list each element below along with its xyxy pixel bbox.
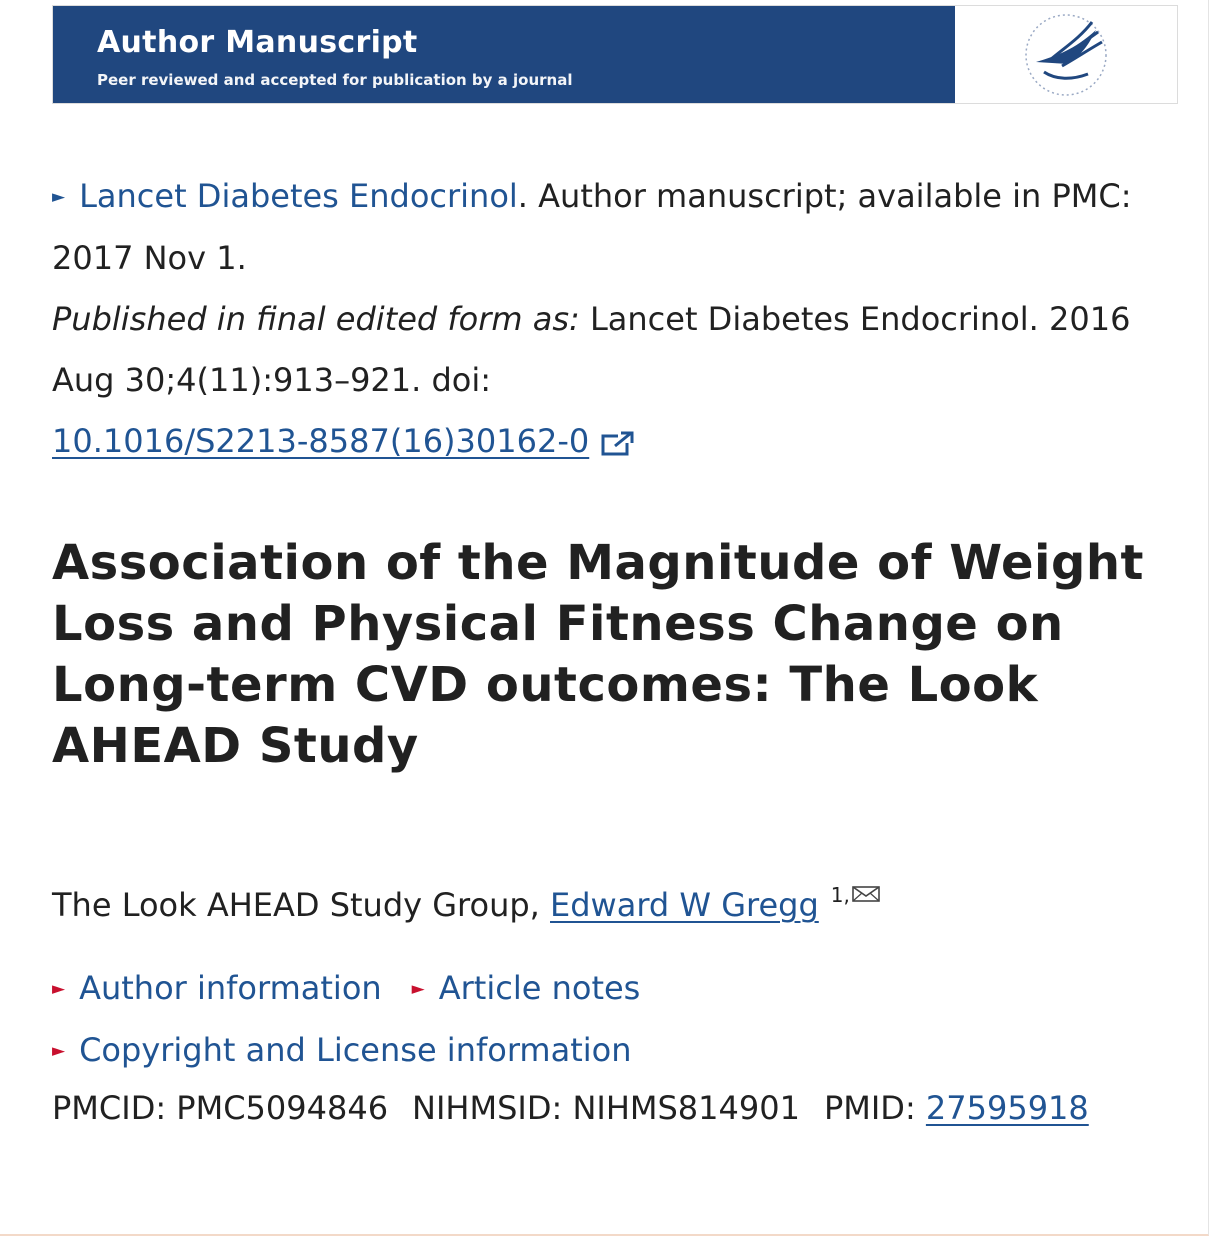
article-title: Association of the Magnitude of Weight Loss and Physical Fitness Change on Long-term CVD outcomes: The Look AHEAD Study: [52, 535, 1144, 774]
banner-text-block: [53, 6, 955, 103]
published-citation: Lancet Diabetes Endocrinol. 2016 Aug 30;4(11):913–921. doi:: [52, 300, 1131, 399]
external-link-icon[interactable]: [601, 430, 635, 456]
envelope-icon[interactable]: [852, 886, 880, 902]
article-notes-toggle[interactable]: Article notes: [438, 969, 641, 1007]
banner-subtitle: Peer reviewed and accepted for publication by a journal: [97, 71, 573, 89]
hhs-eagle-seal-icon: [996, 10, 1136, 100]
expand-triangle-icon: ►: [411, 979, 425, 999]
affiliation-superscript[interactable]: 1,: [830, 883, 850, 907]
published-label: Published in final edited form as:: [52, 300, 580, 338]
citation-block: [52, 166, 1162, 472]
pmid-label: PMID:: [823, 1089, 916, 1127]
journal-link[interactable]: Lancet Diabetes Endocrinol: [79, 177, 518, 215]
nihmsid: NIHMSID: NIHMS814901: [412, 1089, 800, 1127]
author-manuscript-banner: [52, 5, 1178, 104]
author-line: [52, 865, 1172, 935]
pmcid: PMCID: PMC5094846: [52, 1089, 389, 1127]
section-row-2: [52, 1020, 1172, 1082]
section-toggles: [52, 958, 1172, 1082]
hhs-logo: [955, 6, 1177, 103]
section-row-1: [52, 958, 1172, 1020]
expand-triangle-icon: ►: [52, 1041, 66, 1061]
author-group: The Look AHEAD Study Group,: [52, 886, 551, 924]
banner-title: Author Manuscript: [97, 25, 418, 60]
author-information-toggle[interactable]: Author information: [79, 969, 382, 1007]
author-link[interactable]: Edward W Gregg: [550, 886, 819, 924]
expand-triangle-icon: ►: [52, 979, 66, 999]
doi-link[interactable]: 10.1016/S2213-8587(16)30162-0: [52, 422, 590, 460]
pmid-link[interactable]: 27595918: [925, 1089, 1089, 1127]
article-identifiers: [52, 1078, 1172, 1139]
citation-availability: . Author manuscript; available in PMC: 2017 Nov 1.: [52, 177, 1132, 277]
expand-triangle-icon: ►: [52, 187, 66, 207]
copyright-license-toggle[interactable]: Copyright and License information: [79, 1031, 632, 1069]
